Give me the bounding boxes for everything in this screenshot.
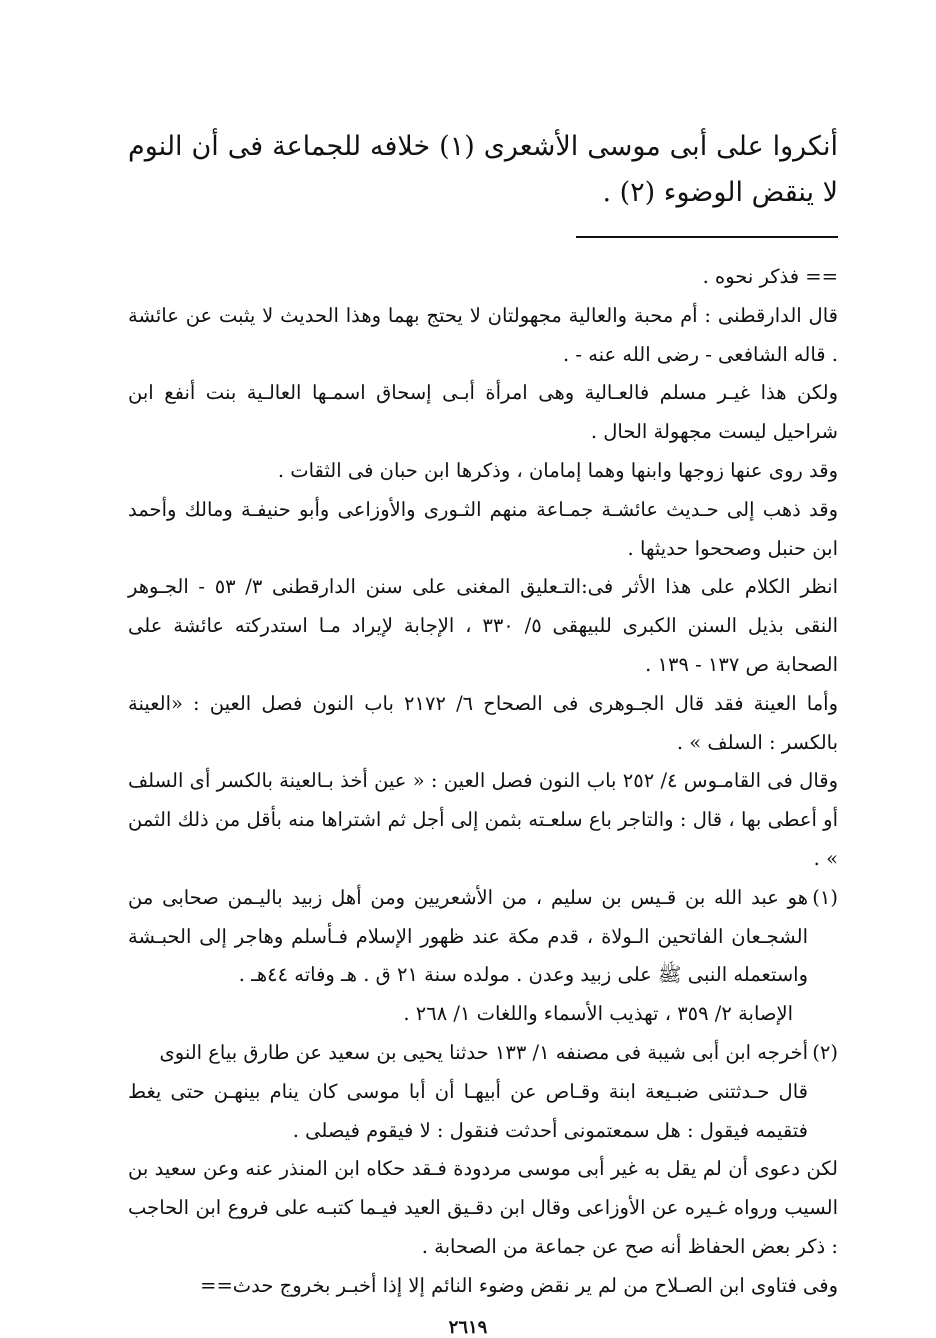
footnote-reference: الإصابة ٢/ ٣٥٩ ، تهذيب الأسماء واللغات ١/ ٢٦٨ . bbox=[403, 1002, 793, 1026]
footnotes-section bbox=[128, 258, 838, 1306]
footnote-paragraph: وقد روى عنها زوجها وابنها وهما إمامان ، وذكرها ابن حبان فى الثقات . bbox=[277, 458, 838, 482]
footnote-paragraph: وقال فى القامـوس ٤/ ٢٥٢ باب النون فصل العين : « عين أخذ بـالعينة بالكسر أى السلف أو أعطى بها ، قال : والتاجر باع سلعـته بثمن إلى أجل ثم اشتراها منه بأقل من ذلك الثمن » . bbox=[128, 769, 838, 870]
footnote-paragraph: وفى فتاوى ابن الصـلاح من لم ير نقض وضوء النائم إلا إذا أخبـر بخروج حدث== bbox=[200, 1273, 838, 1297]
footnote-text-continuation: قال حـدثتنى ضبـيعة ابنة وقـاص عن أبيهـا أن أبا موسى كان ينام بينهـن حتى يغط فتقيمه فيقول : هل سمعتمونى أحدثت فنقول : لا فيقوم فيصلى . bbox=[128, 1079, 808, 1142]
footnote-paragraph: ولكن هذا غيـر مسلم فالعـالية وهى امرأة أبـى إسحاق اسمـها العالـية بنت أنفع ابن شراحيل ليست مجهولة الحال . bbox=[128, 381, 838, 444]
footnote-text: أخرجه ابن أبى شيبة فى مصنفه ١/ ١٣٣ حدثنا يحيى بن سعيد عن طارق بياع النوى bbox=[159, 1040, 808, 1064]
footnote-text: هو عبد الله بن قـيس بن سليم ، من الأشعريين ومن أهل زبيد باليـمن صحابى من الشجـعان الفاتحين الـولاة ، قدم مكة عند ظهور الإسلام فـأسلم وهاجر إلى الحبـشة واستعمله النبى ﷺ على زبيد وعدن . مولده سنة ٢١ ق . هـ وفاته ٤٤هـ . bbox=[128, 885, 808, 987]
footnote-number: (٢) bbox=[812, 1040, 838, 1064]
main-text: أنكروا على أبى موسى الأشعرى (١) خلافه للجماعة فى أن النوم لا ينقض الوضوء (٢) . bbox=[128, 131, 838, 208]
footnote-paragraph: قال الدارقطنى : أم محبة والعالية مجهولتان لا يحتج بهما وهذا الحديث لا يثبت عن عائشة . قاله الشافعى - رضى الله عنه - . bbox=[128, 303, 838, 366]
footnote-1 bbox=[128, 879, 838, 995]
footnote-paragraph: لكن دعوى أن لم يقل به غير أبى موسى مردودة فـقد حكاه ابن المنذر عنه وعن سعيد بن السيب ورواه غـيره عن الأوزاعى وقال ابن دقـيق العيد فيـما كتبـه على فروع ابن الحاجب : ذكر بعض الحفاظ أنه صح عن جماعة من الصحابة . bbox=[128, 1157, 838, 1258]
footnote-paragraph: انظر الكلام على هذا الأثر فى:التـعليق المغنى على سنن الدارقطنى ٣/ ٥٣ - الجـوهر النقى بذيل السنن الكبرى للبيهقى ٥/ ٣٣٠ ، الإجابة لإيراد مـا استدركته عائشة على الصحابة ص ١٣٧ - ١٣٩ . bbox=[128, 575, 838, 676]
page-number: ٢٦١٩ bbox=[448, 1317, 488, 1338]
footnote-2 bbox=[128, 1034, 838, 1073]
footnote-continuation-line: == فذكر نحوه . bbox=[702, 265, 838, 288]
footnote-paragraph: وقد ذهب إلى حـديث عائشـة جمـاعة منهم الثـورى والأوزاعى وأبو حنيفـة ومالك وأحمد ابن حنبل وصححوا حديثها . bbox=[128, 497, 838, 560]
footnote-number: (١) bbox=[812, 885, 838, 909]
footnote-paragraph: وأما العينة فقد قال الجـوهرى فى الصحاح ٦/ ٢١٧٢ باب النون فصل العين : «العينة بالكسر : السلف » . bbox=[128, 691, 838, 754]
footnote-separator bbox=[576, 236, 838, 238]
